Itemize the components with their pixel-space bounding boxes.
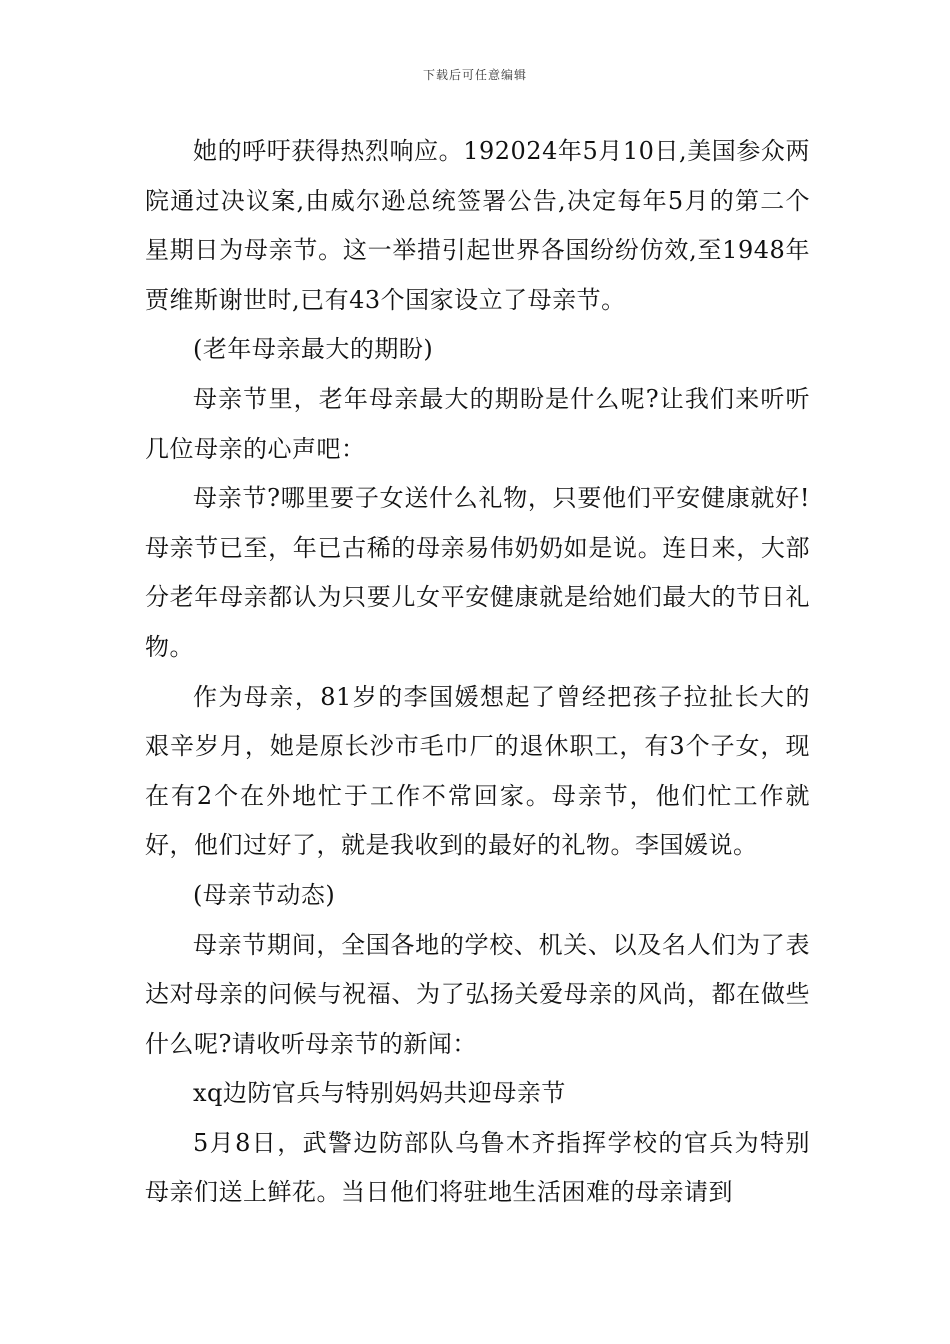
page-header: 下载后可任意编辑 (422, 68, 527, 82)
section-heading-elderly-mothers-wish: (老年母亲最大的期盼) (193, 335, 434, 364)
paragraph-elderly-mothers-question: 母亲节里，老年母亲最大的期盼是什么呢?让我们来听听几位母亲的心声吧： (145, 384, 810, 463)
section-heading-mothers-day-news: (母亲节动态) (193, 880, 336, 909)
paragraph-li-guoyuan-story: 作为母亲，81岁的李国媛想起了曾经把孩子拉扯长大的艰辛岁月，她是原长沙市毛巾厂的退休职工，有3个子女，现在有2个在外地忙于工作不常回家。母亲节，他们忙工作就好，他们过好了，就是我收到的最好的礼物。李国媛说。 (145, 682, 810, 860)
paragraph-grandma-yi-quote: 母亲节?哪里要子女送什么礼物，只要他们平安健康就好!母亲节已至，年已古稀的母亲易伟奶奶如是说。连日来，大部分老年母亲都认为只要儿女平安健康就是给她们最大的节日礼物。 (145, 484, 810, 661)
document-body (145, 127, 810, 1218)
paragraph-border-soldiers-news: 5月8日，武警边防部队乌鲁木齐指挥学校的官兵为特别母亲们送上鲜花。当日他们将驻地生活困难的母亲请到 (145, 1128, 810, 1207)
news-title-border-soldiers: xq边防官兵与特别妈妈共迎母亲节 (193, 1079, 566, 1108)
paragraph-mothers-day-origin: 她的呼吁获得热烈响应。192024年5月10日,美国参众两院通过决议案,由威尔逊总统签署公告,决定每年5月的第二个星期日为母亲节。这一举措引起世界各国纷纷仿效,至1948年贾维斯谢世时,已有43个国家设立了母亲节。 (145, 137, 810, 314)
paragraph-nationwide-activities: 母亲节期间，全国各地的学校、机关、以及名人们为了表达对母亲的问候与祝福、为了弘扬关爱母亲的风尚，都在做些什么呢?请收听母亲节的新闻： (145, 930, 810, 1058)
